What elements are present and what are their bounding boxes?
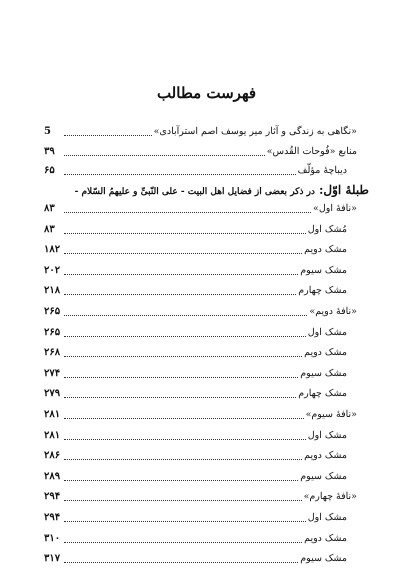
toc-entry-label: «نافهٔ اول» — [313, 203, 357, 214]
toc-entry-subsection — [44, 381, 369, 401]
toc-entry-subsection — [44, 340, 369, 360]
toc-entry-subsection — [44, 526, 369, 546]
dot-leader — [64, 396, 296, 398]
toc-entry-label: مُشک اول — [307, 223, 347, 235]
toc-entry-label: مشک اول — [307, 326, 347, 338]
toc-entry-label: دیباچهٔ مؤلّف — [297, 165, 347, 176]
toc-entry-label: مشک اول — [307, 429, 347, 441]
toc-entry-subsection — [44, 464, 369, 484]
toc-entry-intro — [44, 119, 369, 139]
toc-entry-subsection — [44, 278, 369, 298]
toc-entry-page: ۲۸۱ — [44, 409, 61, 420]
toc-entry-sources — [44, 139, 369, 159]
section-heading — [44, 179, 369, 197]
toc-entry-subsection — [44, 546, 369, 566]
toc-entry-page: ۱۸۲ — [44, 244, 61, 256]
toc-entry-page: ۲۸۹ — [44, 470, 61, 482]
toc-entry-page: ۲۷۹ — [44, 388, 61, 400]
section-heading-text: در ذکر بعضی از فضایل اهل البیت - علی النّبیِّ و علیهمُ السّلام - — [74, 187, 315, 197]
toc-entry-label: مشک دویم — [304, 244, 347, 256]
toc-entry-page: ۲۰۲ — [44, 264, 61, 276]
toc-entry-subsection — [44, 361, 369, 381]
toc-entry-subsection — [44, 505, 369, 525]
dot-leader — [64, 520, 306, 522]
toc-entry-page: ۳۱۰ — [44, 532, 61, 544]
dot-leader — [64, 232, 306, 234]
dot-leader — [64, 173, 296, 175]
dot-leader — [64, 134, 152, 136]
dot-leader — [64, 458, 302, 460]
toc-entry-preface — [44, 158, 369, 178]
dot-leader — [64, 154, 265, 156]
toc-entry-label: مشک دویم — [304, 347, 347, 359]
dot-leader — [64, 335, 306, 337]
dot-leader — [64, 438, 306, 440]
toc-entry-subsection — [44, 423, 369, 443]
toc-entry-label: مشک چهارم — [298, 285, 347, 297]
toc-entry-page: ۶۵ — [44, 165, 55, 176]
toc-entry-page: ۲۷۴ — [44, 367, 61, 379]
toc-entry-subsection — [44, 320, 369, 340]
toc-entry-page: 5 — [44, 126, 51, 137]
toc-entry-page: ۲۶۸ — [44, 347, 61, 359]
dot-leader — [64, 314, 307, 316]
toc-entry-page: ۲۹۴ — [44, 512, 61, 523]
toc-entry-subsection — [44, 237, 369, 257]
toc-entry-page: ۸۳ — [44, 223, 55, 235]
dot-leader — [64, 561, 298, 563]
toc-entry-label: مشک سیوم — [300, 264, 347, 276]
toc-entry-page: ۲۶۵ — [44, 326, 61, 338]
toc-entry-label: مشک دویم — [304, 450, 347, 462]
dot-leader — [64, 376, 298, 378]
toc-entry-label: «نافهٔ سیوم» — [305, 409, 357, 420]
toc-page — [44, 0, 369, 577]
page-title: فهرست مطالب — [156, 84, 257, 102]
toc-entry-label: «نافهٔ دویم» — [309, 306, 357, 317]
toc-entry-chapter — [44, 402, 369, 422]
toc-entry-label: مشک چهارم — [298, 388, 347, 400]
toc-entry-page: ۸۳ — [44, 203, 55, 214]
toc-entry-label: مشک دویم — [304, 532, 347, 544]
toc-entry-label: مشک سیوم — [300, 553, 347, 565]
toc-entry-subsection — [44, 217, 369, 237]
toc-entry-chapter — [44, 196, 369, 216]
toc-entry-label: مشک سیوم — [300, 470, 347, 482]
toc-entry-chapter — [44, 484, 369, 504]
dot-leader — [64, 417, 304, 419]
toc-entry-page: ۲۶۵ — [44, 306, 61, 317]
dot-leader — [64, 293, 296, 295]
dot-leader — [64, 479, 298, 481]
toc-entry-label: «نافهٔ چهارم» — [303, 491, 357, 503]
toc-entry-page: ۲۹۴ — [44, 491, 61, 503]
toc-entry-chapter — [44, 299, 369, 319]
dot-leader — [64, 252, 302, 254]
toc-entry-subsection — [44, 443, 369, 463]
toc-entry-page: ۳۹ — [44, 146, 55, 157]
toc-entry-page: ۲۱۸ — [44, 285, 61, 297]
dot-leader — [64, 273, 298, 275]
dot-leader — [64, 355, 302, 357]
dot-leader — [64, 211, 311, 213]
toc-entry-page: ۲۸۶ — [44, 450, 61, 462]
toc-entry-page: ۳۱۷ — [44, 553, 61, 565]
toc-entry-label: منابع «فُوحات القُدس» — [266, 146, 357, 157]
section-heading-main: طبلهٔ اوّل: — [318, 183, 369, 197]
dot-leader — [64, 499, 302, 501]
toc-entry-label: «نگاهی به زندگی و آثار میر یوسف اصم استرآبادی» — [153, 126, 357, 137]
toc-entry-label: مشک سیوم — [300, 367, 347, 379]
toc-entry-subsection — [44, 258, 369, 278]
toc-entry-page: ۲۸۱ — [44, 429, 61, 441]
dot-leader — [64, 541, 302, 543]
toc-entry-label: مشک اول — [307, 512, 347, 523]
